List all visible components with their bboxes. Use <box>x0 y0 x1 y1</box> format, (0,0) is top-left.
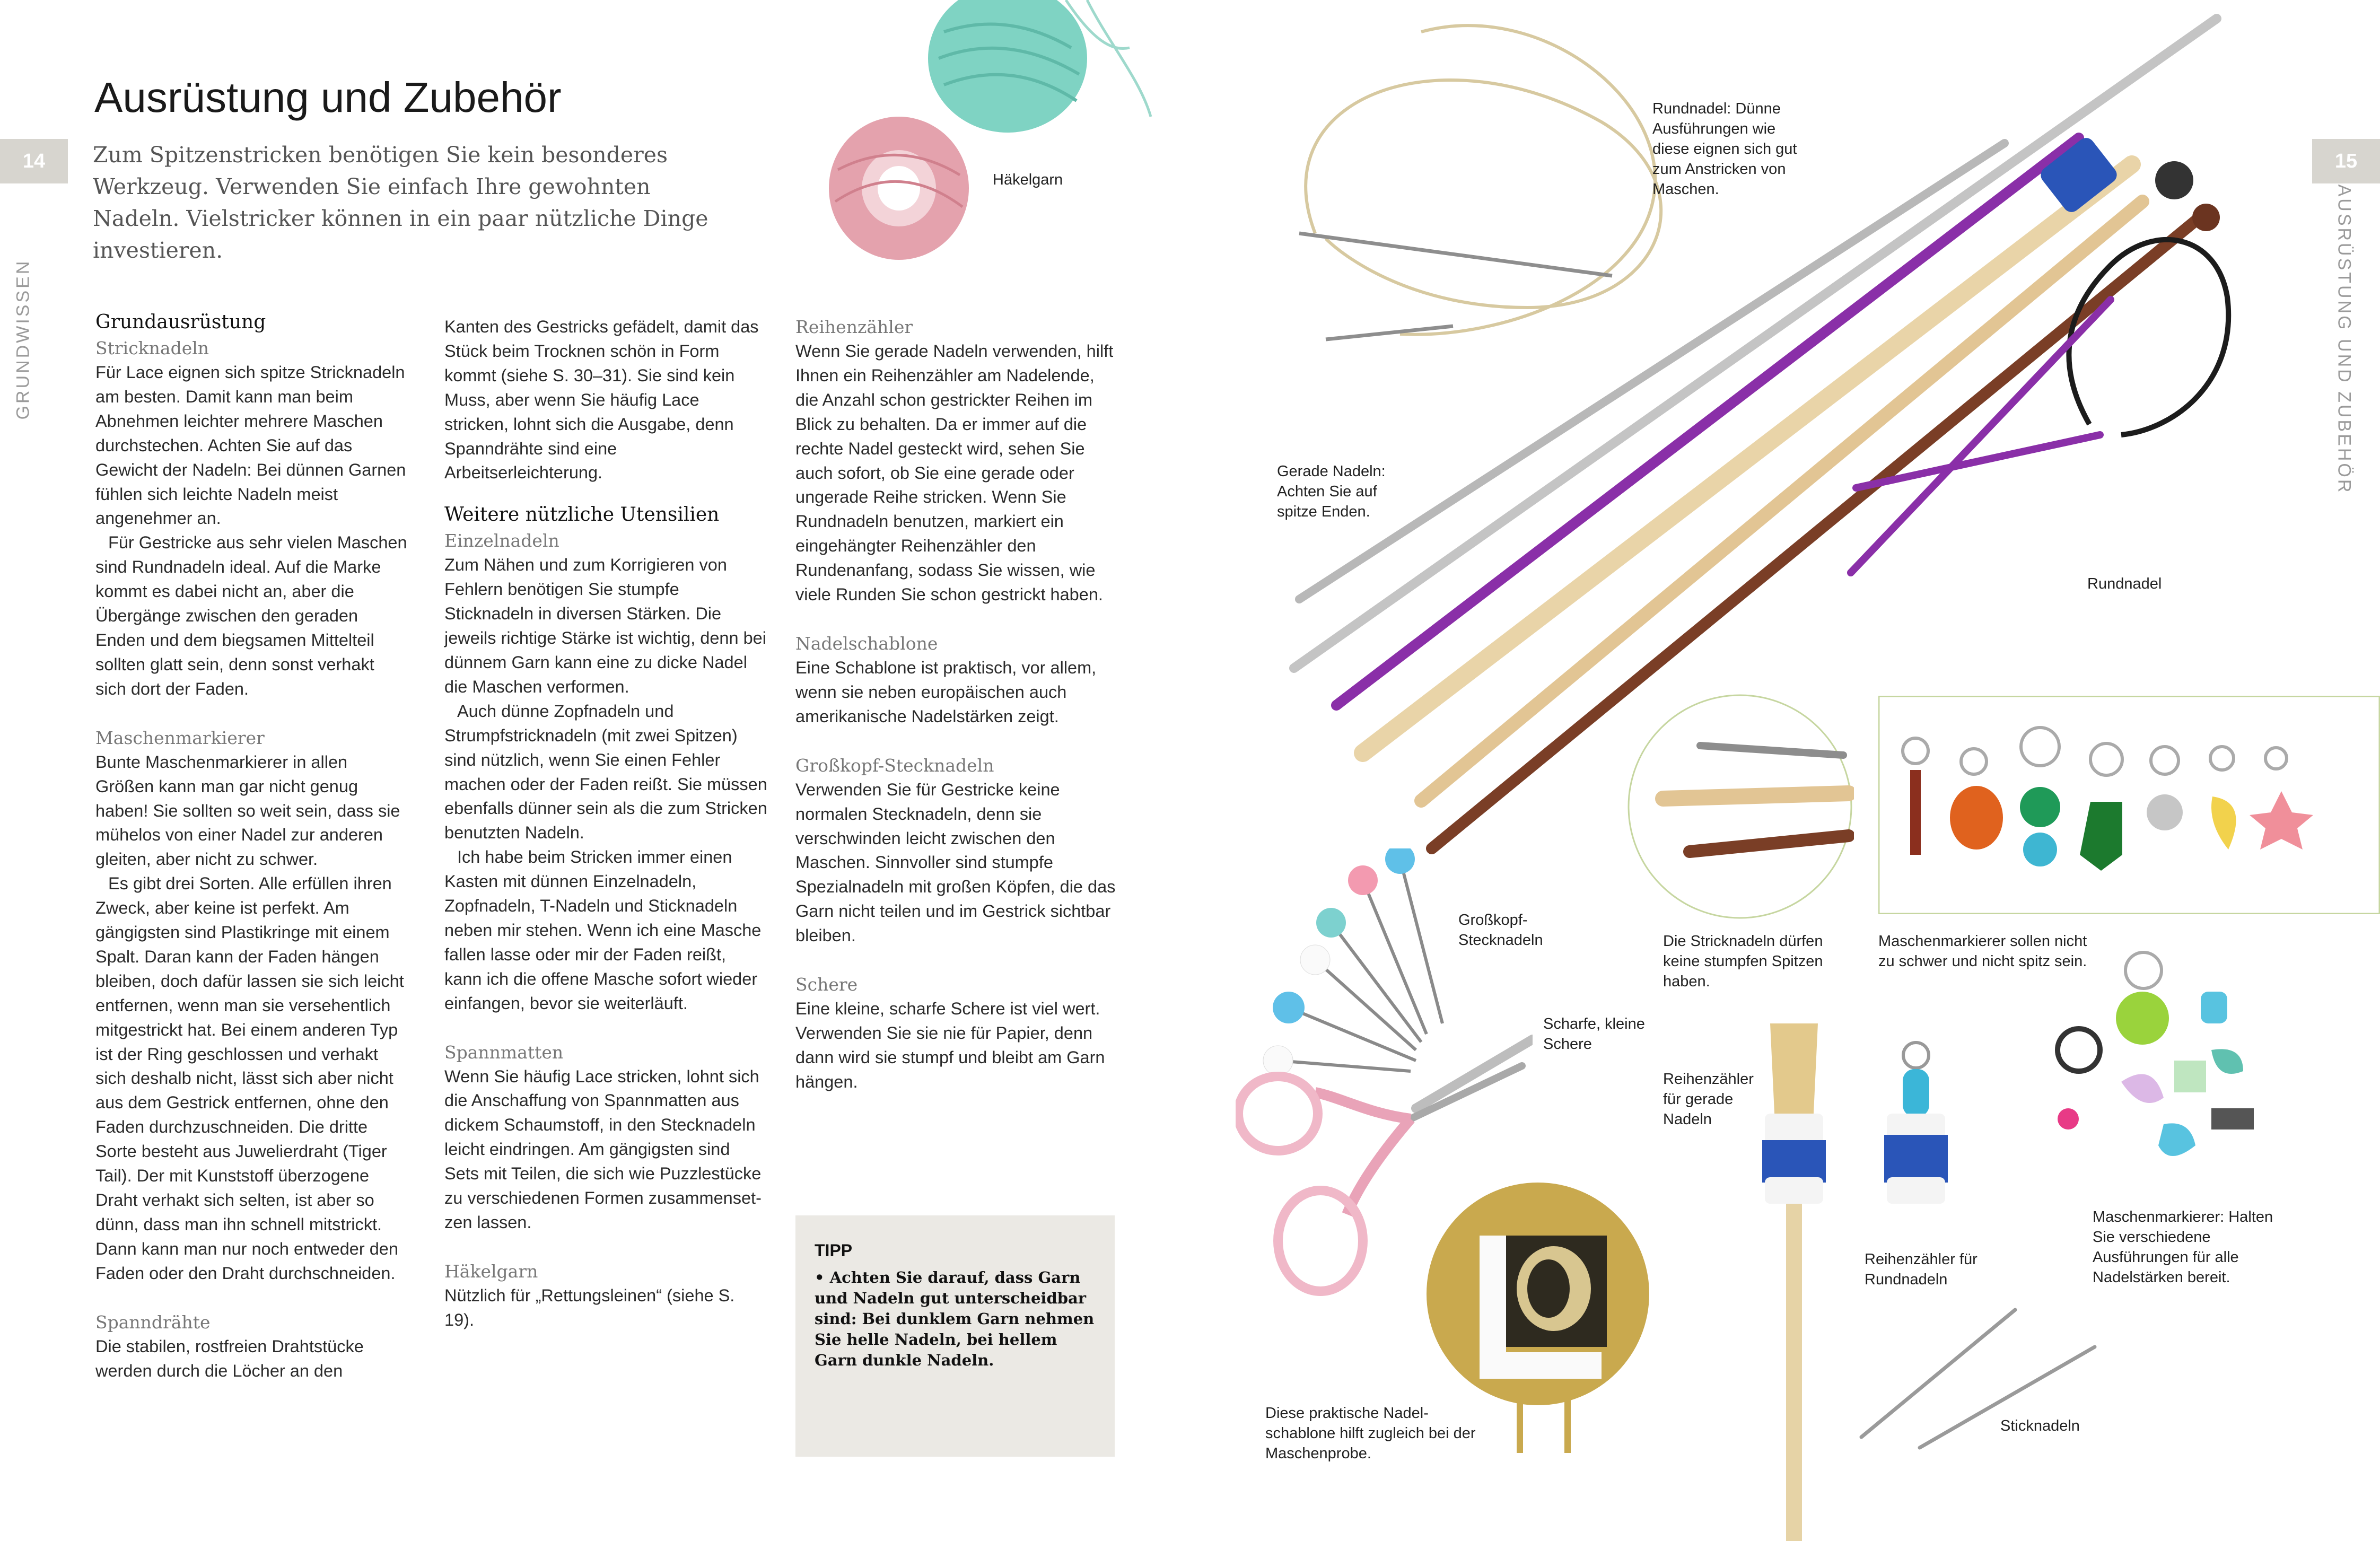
heading-stricknadeln: Stricknadeln <box>95 338 209 358</box>
caption-marker-staerken: Maschenmarkierer: Halten Sie verschiedene Ausführungen für alle Nadelstärken bereit. <box>2093 1209 2273 1286</box>
needle-tips-image <box>1626 693 1854 921</box>
row-counter-circular-image <box>1882 1039 1950 1220</box>
heading-spannmatten: Spannmatten <box>444 1041 564 1063</box>
paragraph: Eine Schablone ist praktisch, vor allem, wenn sie neben europäischen auch amerikanische Nadelstärken zeigt. <box>795 658 1097 726</box>
crochet-yarn-image <box>811 0 1193 297</box>
paragraph: Die stabilen, rostfreien Drahtstücke werden durch die Löcher an den <box>95 1336 364 1380</box>
caption-rundnadel: Rundnadel <box>2087 575 2162 592</box>
paragraph: Es gibt drei Sorten. Alle erfüllen ihren Zweck, aber keine ist perfekt. Am gängigsten sind Plastikringe mit einem Spalt. Daran kann der Faden hängen bleiben, doch dafür lassen sie sich leicht entfernen, wenn man sie versehentlich mitgestrickt hat. Bei einem anderen Typ ist der Ring geschlossen und verhakt sich deshalb nicht, lässt sich aber nicht aus dem Gestrick entfernen, ohne den Faden durchzuschneiden. Die dritte Sorte besteht aus Juwelierdraht (Tiger Tail). Der mit Kunststoff überzogene Draht verhakt sich selten, ist aber so dünn, dass man ihn schnell mitstrickt. Dann kann man nur noch entweder den Faden oder den Draht durchschneiden. <box>95 874 404 1283</box>
caption-grosskopf: Großkopf-Stecknadeln <box>1458 912 1543 949</box>
paragraph: Zum Nähen und zum Korrigieren von Fehlern benötigen Sie stumpfe Sticknadeln in diversen Stärken. Die jeweils richtige Stärke ist wichtig, denn bei dünnem Garn kann eine zu dicke Nadel die Maschen verformen. <box>444 555 766 696</box>
stitch-markers-image <box>1878 696 2380 914</box>
caption-schablone: Diese praktische Nadelschablone hilft zugleich bei der Maschenprobe. <box>1265 1405 1476 1462</box>
column-2 <box>444 315 768 1333</box>
page-title: Ausrüstung und Zubehör <box>94 74 562 121</box>
caption-reihen-rund: Reihenzähler für Rundnadeln <box>1865 1251 1978 1288</box>
paragraph: Ich habe beim Stricken immer einen Kasten mit dünnen Einzelnadeln, Zopfnadeln, T-Nadeln und Sticknadeln neben mir stehen. Wenn ich eine Masche fallen lasse oder mir der Faden reißt, kann ich die offene Masche sofort wieder einfangen, bevor sie weiterläuft. <box>444 847 762 1013</box>
glitter-needle <box>1363 164 2132 753</box>
paragraph: Kanten des Gestricks gefädelt, damit das Stück beim Trocknen schön in Form kommt (siehe S. 30–31). Sie sind kein Muss, aber wenn Sie häufig Lace stricken, lohnt sich die Ausgabe, denn Spanndrähte sind eine Arbeitserleichterung. <box>444 317 759 483</box>
circular-needle-cable <box>2069 240 2228 435</box>
section-label-right: AUSRÜSTUNG UND ZUBEHÖR <box>2334 184 2355 495</box>
section-label-left: GRUNDWISSEN <box>13 259 33 420</box>
heading-schere: Schere <box>795 974 858 995</box>
heading-grosskopf: Großkopf-Stecknadeln <box>795 755 994 776</box>
paragraph: Wenn Sie häufig Lace stricken, lohnt sich die Anschaffung von Spannmatten aus dickem Schaumstoff, in den Stecknadeln leicht eindringen. Am gängigsten sind Sets mit Teilen, die sich wie Puzzlestücke zu verschiedenen Formen zusammensetzen lassen. <box>444 1066 762 1232</box>
page-number-left: 14 <box>0 139 68 183</box>
column-1 <box>95 309 408 1383</box>
heading-einzelnadeln: Einzelnadeln <box>444 530 559 551</box>
heading-grundausruestung: Grundausrüstung <box>95 311 266 333</box>
caption-haekelgarn: Häkelgarn <box>993 171 1063 188</box>
heading-maschenmarkierer: Maschenmarkierer <box>95 727 265 748</box>
caption-schere: Scharfe, kleine Schere <box>1543 1015 1645 1053</box>
heading-reihenzaehler: Reihenzähler <box>795 317 913 337</box>
heading-spanndraehte: Spanndrähte <box>95 1311 211 1333</box>
column-3 <box>795 315 1119 1095</box>
caption-stumpfe-spitzen: Die Stricknadeln dürfen keine stumpfen Spitzen haben. <box>1663 933 1823 990</box>
tip-text: • Achten Sie darauf, dass Garn und Nadeln gut unterscheidbar sind: Bei dunklem Garn nehmen Sie helle Nadeln, bei hellem Garn dunkle Nadeln. <box>815 1268 1095 1369</box>
sheep-needle-cap <box>2155 161 2193 199</box>
paragraph: Auch dünne Zopfnadeln und Strumpfstricknadeln (mit zwei Spitzen) sind nützlich, wenn Sie einen Fehler machen oder der Faden reißt. Sie müssen ebenfalls dünner sein als die zum Stricken benutzten Nadeln. <box>444 701 767 843</box>
caption-gerade-nadeln: Gerade Nadeln: Achten Sie auf spitze Enden. <box>1277 463 1386 520</box>
paragraph: Verwenden Sie für Gestricke keine normalen Stecknadeln, denn sie verschwinden leicht zwischen den Maschen. Sinnvoller sind stumpfe Spezialnadeln mit großen Köpfen, die das Garn nicht teilen und im Gestrick sichtbar bleiben. <box>795 780 1116 945</box>
page-number-right: 15 <box>2312 139 2380 183</box>
row-counter-straight-image <box>1760 1018 1828 1541</box>
paragraph: Wenn Sie gerade Nadeln verwenden, hilft Ihnen ein Reihenzähler am Nadelende, die Anzahl schon gestrickter Reihen im Blick zu behalten. Da er immer auf die rechte Nadel gesteckt wird, sehen Sie auch sofort, ob Sie eine gerade oder ungerade Reihe stricken. Wenn Sie Rundnadeln benutzen, markiert ein eingehängter Reihenzähler den Rundenanfang, sodass Sie wissen, wie viele Runden Sie schon gestrickt haben. <box>795 342 1114 605</box>
tip-label: TIPP <box>815 1241 853 1260</box>
loose-stitch-markers-image <box>2042 944 2264 1177</box>
caption-marker-leicht: Maschenmarkierer sollen nicht zu schwer und nicht spitz sein. <box>1878 933 2087 970</box>
intro-text: Zum Spitzenstricken benötigen Sie kein besonderes Werkzeug. Verwenden Sie einfach Ihre gewohnten Nadeln. Vielstricker können in ein paar nützliche Dinge investieren. <box>93 142 708 263</box>
heading-haekelgarn: Häkelgarn <box>444 1260 538 1282</box>
heading-nadelschablone: Nadelschablone <box>795 633 938 654</box>
paragraph: Eine kleine, scharfe Schere ist viel wert. Verwenden Sie sie nie für Papier, denn dann wird sie stumpf und bleibt am Garn hängen. <box>795 999 1105 1091</box>
paragraph: Bunte Maschenmarkierer in allen Größen kann man gar nicht genug haben! Sie sollten so weit sein, dass sie mühelos von einer Nadel zur anderen gleiten, aber nicht zu schwer. <box>95 752 400 869</box>
tip-box <box>795 1215 1115 1457</box>
paragraph: Nützlich für „Rettungsleinen“ (siehe S. 19). <box>444 1285 735 1329</box>
paragraph: Für Lace eignen sich spitze Stricknadeln am besten. Damit kann man beim Abnehmen leichter mehrere Maschen durchstechen. Achten Sie auf das Gewicht der Nadeln: Bei dünnen Garnen fühlen sich leichte Nadeln meist angenehmer an. <box>95 363 406 528</box>
caption-reihen-gerade: Reihenzähler für gerade Nadeln <box>1663 1071 1754 1128</box>
paragraph: Für Gestricke aus sehr vielen Maschen sind Rundnadeln ideal. Auf die Marke kommt es dabei nicht an, aber die Übergänge zwischen den geraden Enden und dem biegsamen Mittelteil sollten glatt sein, denn sonst verhakt sich dort der Faden. <box>95 533 407 698</box>
row-counter-on-needle <box>2037 135 2120 216</box>
caption-sticknadeln: Sticknadeln <box>2000 1417 2080 1434</box>
caption-rundnadel-duenn: Rundnadel: Dünne Ausführungen wie diese eignen sich gut zum Anstricken von Maschen. <box>1652 100 1797 198</box>
heading-weitere-utensilien: Weitere nützliche Utensilien <box>444 504 720 526</box>
